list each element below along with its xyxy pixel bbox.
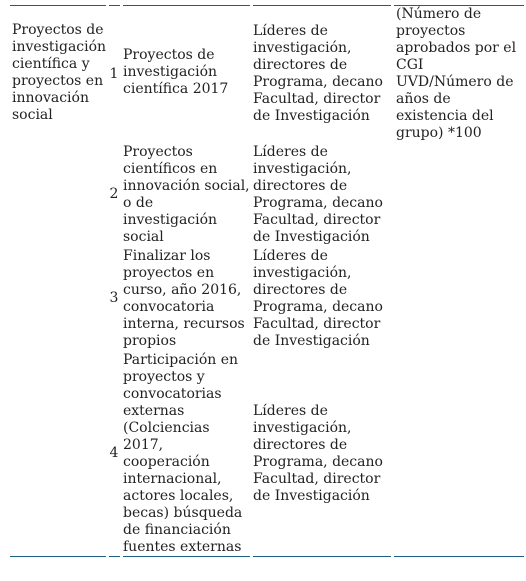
bottom-rule-col1 <box>10 556 106 557</box>
top-rule-col1 <box>10 5 106 6</box>
top-rule-col4 <box>253 5 391 6</box>
responsible-cell: Líderes de investigación, directores de Programa, decano Facultad, director de Investigación <box>253 144 383 245</box>
responsible-cell: Líderes de investigación, directores de Programa, decano Facultad, director de Investigación <box>253 403 383 504</box>
bottom-rule-col5 <box>394 556 524 557</box>
bottom-rule-col4 <box>253 556 391 557</box>
row-number: 4 <box>109 445 119 461</box>
activity-cell: Proyectos de investigación científica 2017 <box>123 47 229 97</box>
activity-cell: Finalizar los proyectos en curso, año 2016, convocatoria interna, recursos propios <box>123 248 245 349</box>
indicator-formula-cell: (Número de proyectos aprobados por el CGI UVD/Número de años de existencia del grupo) *100 <box>396 6 517 141</box>
responsible-cell: Líderes de investigación, directores de Programa, decano Facultad, director de Investigación <box>253 23 383 124</box>
category-cell: Proyectos de investigación científica y proyectos en innovación social <box>12 22 107 123</box>
responsible-cell: Líderes de investigación, directores de Programa, decano Facultad, director de Investigación <box>253 248 383 349</box>
activity-cell: Proyectos científicos en innovación social, o de investigación social <box>123 144 250 245</box>
top-rule-col2 <box>109 5 120 6</box>
row-number: 2 <box>109 186 119 202</box>
top-rule-col3 <box>123 5 250 6</box>
bottom-rule-col2 <box>109 556 120 557</box>
bottom-rule-col3 <box>123 556 250 557</box>
activity-cell: Participación en proyectos y convocatorias externas (Colciencias 2017, cooperación internacional, actores locales, becas) búsqueda de financiación fuentes externas <box>123 352 243 555</box>
row-number: 3 <box>109 290 119 306</box>
row-number: 1 <box>109 66 119 82</box>
